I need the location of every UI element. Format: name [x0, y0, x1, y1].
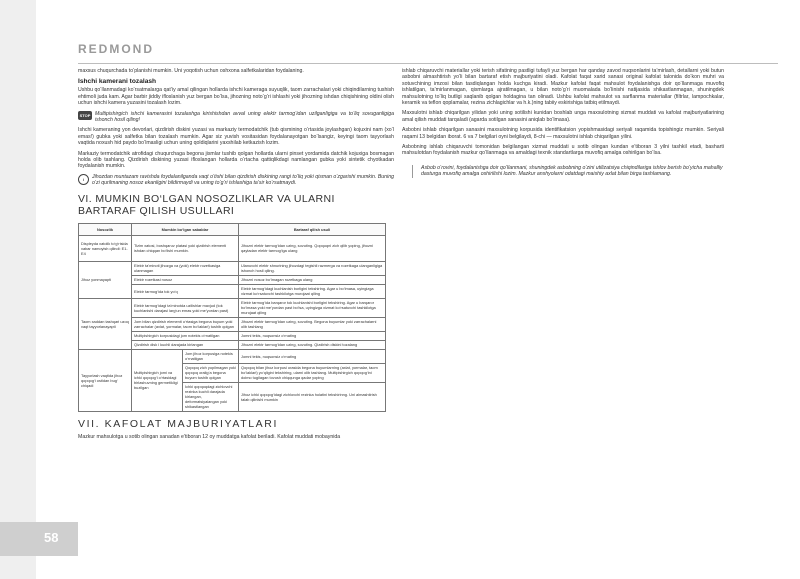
fix-cell: Ulanuvchi elektr shnurining jihozdagi tegishli razmerga va rozetkaga ulanganligiga ishonch hosil qiling. [239, 261, 386, 275]
warranty-paragraph-1: ishlab chiqaruvchi materiallar yoki terish sifatining pastligi tufayli yuz bergan har qanday zavod nuqsonlarini ta’mirlash, detallarni yoki butun asbobni almashtirish yo‘li bilan bartaraf etish majburiyatini oladi. Kafolat faqat xarid sanasi original kafolat talonida do‘kon muhri va sotuvchining imzosi bilan tasdiqlangan holda kuchga kiradi. Mazkur kafolat faqat mahsulot foydalanishga doir qo‘llanmaga muvofiq ishlatilgan, ta’mirlanmagan, qismlarga ajratilmagan, u bilan noto‘g‘ri muomalada bo‘linishi natijasida shikastlanmagan, shuningdek mahsulotning to‘liq butligi saqlanib qolgan holdagina tan olinadi. Ushbu kafolat mahsulot va sarflanma materiallar (filtrlar, lampochkalar, keramik va teflon qoplamalar, rezina zichlagichlar va h.k.)ning tabiiy eskirishiga tatbiq etilmaydi. [402, 68, 724, 107]
fault-cell: Taom xaddan tashqari uzoq vaqt tayyorlanayapti [79, 298, 132, 349]
fix-cell: Elektr tarmog‘idagi kuchlanish borligini tekshiring. Agar u bo‘lmasa, uyingizga xizmat ko‘rsatuvchi tashkilotga murojaat qiling [239, 284, 386, 298]
page-number-box [0, 522, 78, 556]
cause-cell: Tizim xatosi, boshqaruv platasi yoki qizdirish elementi ishdan chiqqan bo‘lishi mumkin. [132, 235, 239, 261]
fault-cell: Jihoz yonmayapti [79, 261, 132, 298]
stop-warning [78, 111, 394, 124]
fix-cell: Jomni tekis, nuqsonsiz o‘rnating [239, 349, 386, 363]
cause-cell: Ichki qopqoqdagi zichlovchi rezinka kuchli darajada kirlangan, deformatsiyalangan yoki shikastlangan [183, 382, 239, 411]
table-header-row [79, 223, 386, 235]
cause-cell: Elektr ta’minoti jihozga va (yoki) elektr rozetkasiga ulanmagan [132, 261, 239, 275]
cause-cell: Elektr rozetkasi nosoz [132, 275, 239, 284]
table-row [79, 261, 386, 275]
fix-cell: Jihoz ichki qopqog‘idagi zichlovchi rezinka holatini tekshirinng. Uni almashtirish talab qilinishi mumkin [239, 382, 386, 411]
right-column [402, 68, 724, 182]
troubleshooting-table [78, 223, 386, 412]
table-header-cell: Bartaraf qilish usuli [239, 223, 386, 235]
section-7-title: VII. KAFOLAT MAJBURIYATLARI [78, 417, 278, 430]
intro-paragraph: maxsus chuqurchada to‘planishi mumkin. Uni yoqotish uchun oshxona salfetkalaridan foydalaning. [78, 68, 304, 74]
disposal-note [412, 165, 724, 178]
table-row [79, 235, 386, 261]
fix-cell: Qopqoq bilan jihoz korpusi orasida begona buyumlarning (axlat, yormalar, taom bo‘laklari) yo‘qligini tekshiring, ularni olib tashlang. Multipishirgich qopqog‘ini doimo tugilagan tovush chiqqunga qadar yoping [239, 363, 386, 382]
table-header-cell: Mumkin bo‘lgan sabablar [132, 223, 239, 235]
fix-cell: Jihozni elektr tarmog‘idan uzing, sovuting. Qopqoqni zich qilib yoping, jihozni qaytadan elektr tarmog‘iga ulang [239, 235, 386, 261]
fix-cell: Jomni tekis, nuqsonsiz o‘rnating [239, 331, 386, 340]
warranty-paragraph-4: Asbobning ishlab chiqaruvchi tomonidan belgilangan xizmat muddati u sotib olingan kundan e’tiboran 3 yilni tashkil etadi, basharti mahsulotdan foydalanish mazkur qo‘llanmaga va amaldagi texnik standartlarga muvofiq amalga oshirilgan bo‘lsa. [402, 144, 724, 157]
cleaning-paragraph-2: Ishchi kameraning yon devorlari, qizdirish diskini yuzasi va markaziy termodatchik (tub qismining o‘rtasida joylashgan) kojuxini nam (xo‘l emas!) gubka yoki salfetka bilan tozalash mumkin. Agar siz yuvish vositasidan foydalanayotgan bo‘lsangiz, keyingi taom tayyorlash vaqtida noxush hid paydo bo‘lmasligi uchun uning qoldiqlarini yaxshilab ketkazish lozim. [78, 127, 394, 147]
disposal-note-text: Asbob o‘rovini, foydalanishga doir qo‘llanmani, shuningdek asbobning o‘zini utilizatsiya chiqindilariga ishlov berish bo‘yicha mahalliy dasturga muvofiq amalga oshirilishi lozim. Mazkur anshyolarni odatdagi maishiy axlat bilan birga tashlamang. [421, 164, 723, 178]
cause-cell: Elektr tarmog‘idagi ta’minotda uzilishlar mavjud (tok kuchlanishi darajasi larg‘un emas yoki me’yordan past) [132, 298, 239, 317]
cause-cell: Jom bilan qizdirish elementi o‘rtasiga begona buyum yoki zarrachalar (axlat, yormalar, taom bo‘laklari) tushib qolgan [132, 317, 239, 331]
cleaning-paragraph-3: Markaziy termodatchik atrofidagi chuqurchaga begona jismlar tushib qolgan hollarda ularni pinset yordamida datchik kojuxiga bosmagan holda olib tashlang. Qizdirish diskining yuzasi ifloslangan hollarda o‘rtacha qattiqlikdagi namlangan gubka yoki sintetik chyotkadan foydalanish mumkin. [78, 150, 394, 170]
warranty-paragraph: Mazkur mahsulotga u sotib olingan sanadan e’tiboran 12 oy muddatga kafolat beriladi. Kafolat muddati mobaynida [78, 433, 341, 440]
info-note [78, 174, 394, 187]
cleaning-paragraph: Ushbu qo‘llanmadagi ko‘rsatmalarga qat’iy amal qilingan hollarda ishchi kameraga suyuqlik, taom zarrachalari yoki chiqindilarning tushish ehtimoli juda kam. Agar barbir jiddiy ifloslanish yuz bergan bo‘lsa, jihozning noto‘g‘ri ishlashi yoki jihozning ishdan chiqishining oldini olish uchun ishchi kamera yuzasini tozalash lozim. [78, 87, 394, 107]
table-header-cell: Nosozlik [79, 223, 132, 235]
cause-cell: Qopqoq zich yopilmagan yoki qopqoq oralig‘a begona buyum tushib qolgan [183, 363, 239, 382]
cause-cell: Multipishirgich korpusidagi jom notekis o‘rnatilgan [132, 331, 239, 340]
fix-cell: Jihozni nosoz bo‘lmagan rozetkaga ulang [239, 275, 386, 284]
info-icon: i [78, 174, 89, 185]
header-divider [78, 63, 778, 64]
table-row [79, 349, 386, 363]
fault-cell: Tayyorlash vaqtida jihoz qopqog‘i ostidan bug‘ chiqadi [79, 349, 132, 411]
cleaning-heading: Ishchi kamerani tozalash [78, 78, 157, 86]
fix-cell: Elektr tarmog‘ida barqaror tok kuchlanishi borligini tekshiring. Agar u barqaror bo‘lmasa yoki me’yordan past bo‘lsa, uyingizga xizmat ko‘rsatuvchi tashkilotga murojaat qiling [239, 298, 386, 317]
brand-logo: REDMOND [78, 42, 154, 56]
cause-cell: Elektr tarmog‘ida tok yo‘q [132, 284, 239, 298]
stop-icon: STOP [79, 112, 91, 118]
fix-cell: Jihozni elektr tarmog‘idan uzing, sovuting. Begona buyumlar yoki zarrachalarni olib tashlang [239, 317, 386, 331]
warranty-paragraph-2: Maxsulotni ishlab chiqarilgan yilidan yoki uning sotilishi kunidan boshlab unga maxsulotning xizmat muddati va kafolat majburiyatlarining amal qilish muddati tarqaladi (agarda sotilgan sanasini aniqlab bo‘lmasa). [402, 110, 724, 123]
cause-cell: Jom jihoz korpusiga notekis o‘rnatilgan [183, 349, 239, 363]
table-row [79, 298, 386, 317]
cause-group-cell: Multipishirgich jomi va ichki qopqog‘i o‘rtasidagi birlashuvning germetikligi buzilgan [132, 349, 183, 411]
info-note-text: Jihozdan muntazam ravishda foydalanilganda vaqt o‘tishi bilan qizdirish diskining rangi to‘liq yoki qisman o‘zgarishi mumkin. Buning o‘zi qurilmaning nosoz ekanligini bildirmaydi va uning to‘g‘ri ishlashiga ta’sir ko‘rsatmaydi. [92, 173, 394, 187]
left-column [78, 68, 394, 444]
fix-cell: Jihozni elektr tarmog‘idan uzing, sovuting. Qizdirish diskini tozalang [239, 340, 386, 349]
warranty-paragraph-3: Asbobni ishlab chiqarilgan sanasini maxsulotning korpusida identifikatsion yopishmasidagi seriyali raqamida topishingiz mumkin. Seriyali raqami 13 belgidan iborat. 6 va 7 belgilari oyni belgilaydi, 8-chi — maxsulotni ishlab chiqarilgan yilini. [402, 127, 724, 140]
page-side-tab [0, 0, 36, 579]
page-number: 58 [44, 530, 59, 545]
stop-warning-text: Multipishirgich ishchi kamerasini tozalashga kirishishdan avval uning elektr tarmog‘idan uzilganligiga va to‘liq sovuganligiga ishonch hosil qiling! [95, 110, 394, 124]
fault-cell: Displeyda xatolik to‘g‘risida xabar namoyish qilindi: E1-E4 [79, 235, 132, 261]
section-6-title: VI. MUMKIN BO‘LGAN NOSOZLIKLAR VA ULARNI BARTARAF QILISH USULLARI [78, 192, 335, 217]
cause-cell: Qizdirish disk i kuchli darajada kirlangan [132, 340, 239, 349]
